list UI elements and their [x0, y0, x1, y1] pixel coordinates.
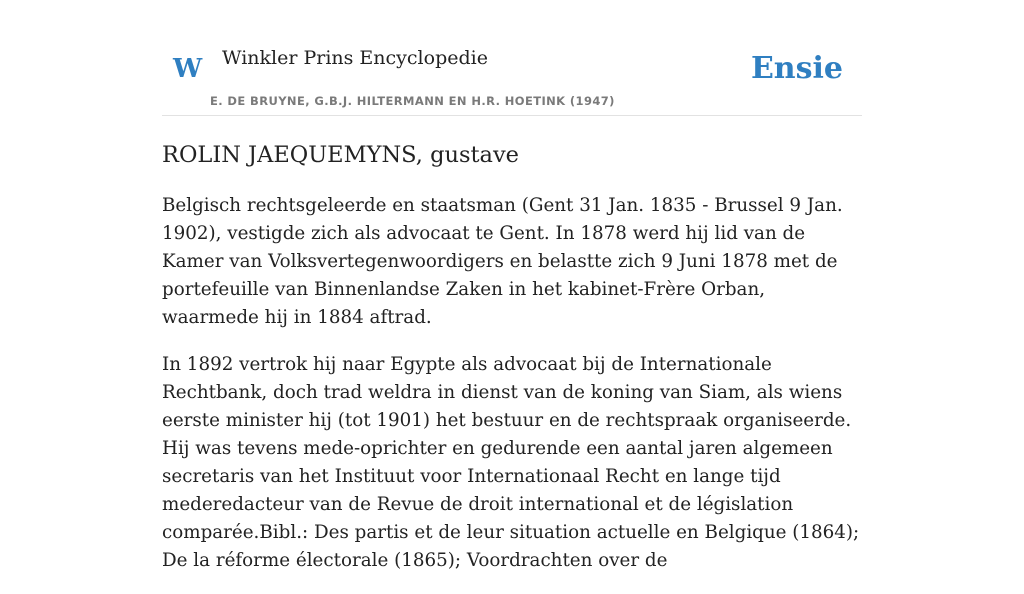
article-title: ROLIN JAEQUEMYNS, gustave — [162, 142, 520, 168]
article-paragraph: Belgisch rechtsgeleerde en staatsman (Gent 31 Jan. 1835 - Brussel 9 Jan. 1902), vestigde zich als advocaat te Gent. In 1878 werd hij lid van de Kamer van Volksvertegenwoordigers en belastte zich 9 Juni 1878 met de portefeuille van Binnenlandse Zaken in het kabinet-Frère Orban, waarmede hij in 1884 aftrad. — [162, 195, 843, 328]
page — [162, 0, 862, 571]
winkler-prins-logo[interactable]: W — [173, 54, 203, 84]
ensie-brand-logo[interactable]: Ensie — [750, 51, 843, 86]
encyclopedia-header — [162, 0, 862, 116]
article-paragraph: In 1892 vertrok hij naar Egypte als advocaat bij de Internationale Rechtbank, doch trad weldra in dienst van de koning van Siam, als wiens eerste minister hij (tot 1901) het bestuur en de rechtspraak organiseerde. Hij was tevens mede-oprichter en gedurende een aantal jaren algemeen secretaris van het Instituut voor Internationaal Recht en lange tijd mederedacteur van de Revue de droit international et de législation comparée.Bibl.: Des partis et de leur situation actuelle en Belgique (1864); De la réforme électorale (1865); Voordrachten over de — [162, 354, 860, 571]
article-body — [162, 192, 862, 594]
encyclopedia-title[interactable]: Winkler Prins Encyclopedie — [222, 47, 488, 69]
encyclopedia-authors: E. DE BRUYNE, G.B.J. HILTERMANN EN H.R. HOETINK (1947) — [210, 94, 615, 108]
